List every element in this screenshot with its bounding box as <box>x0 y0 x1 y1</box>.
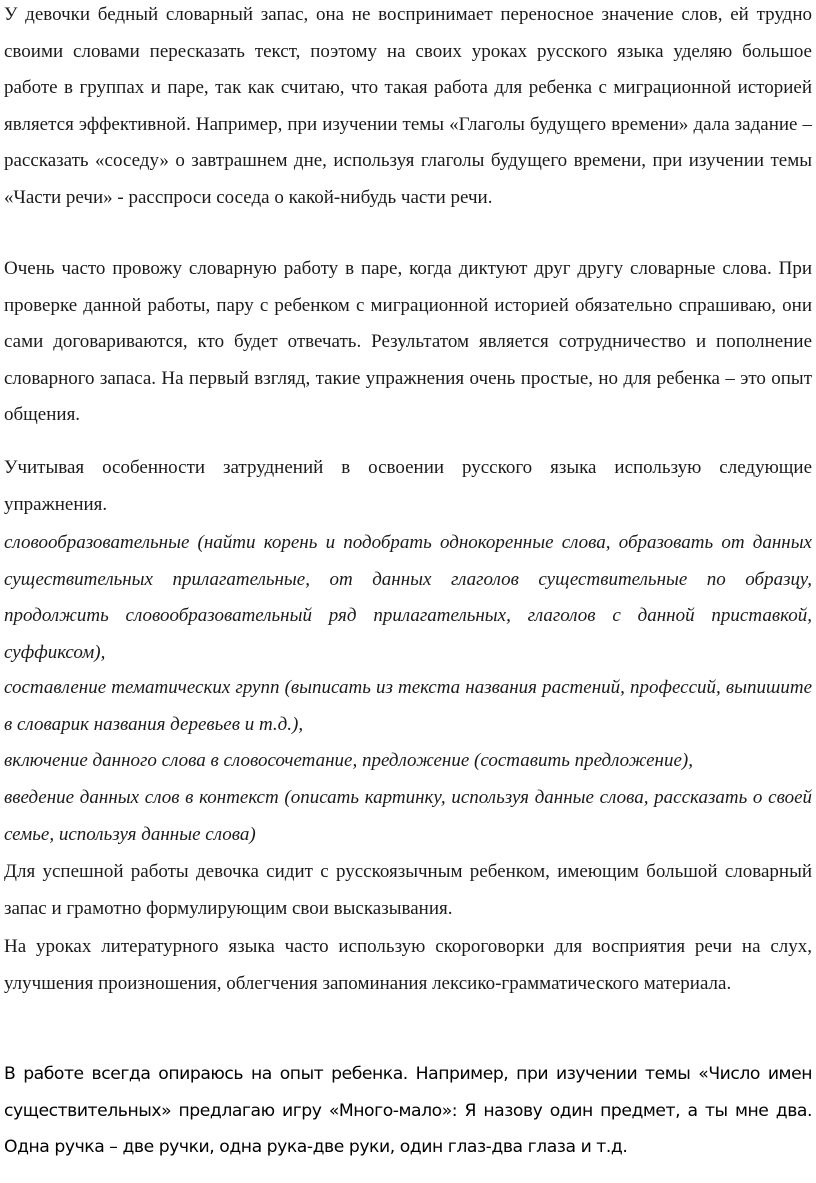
exercise-context: введение данных слов в контекст (описать картинку, используя данные слова, рассказать о своей семье, используя данные слова) <box>4 787 812 845</box>
paragraph-tongue-twisters: На уроках литературного языка часто использую скороговорки для восприятия речи на слух, улучшения произношения, облегчения запоминания лексико-грамматического материала. <box>4 936 812 994</box>
paragraph-seating: Для успешной работы девочка сидит с русскоязычным ребенком, имеющим большой словарный запас и грамотно формулирующим свои высказывания. <box>4 861 812 919</box>
paragraph-vocabulary-intro: У девочки бедный словарный запас, она не воспринимает переносное значение слов, ей трудно своими словами пересказать текст, поэтому на своих уроках русского языка уделяю большое работе в группах и паре, так как считаю, что такая работа для ребенка с миграционной историей является эффективной. Например, при изучении темы «Глаголы будущего времени» дала задание – рассказать «соседу» о завтрашнем дне, используя глаголы будущего времени, при изучении темы «Части речи» - расспроси соседа о какой-нибудь части речи. <box>4 4 812 208</box>
exercise-thematic-groups: составление тематических групп (выписать из текста названия растений, профессий, выпишите в словарик названия деревьев и т.д.), <box>4 677 812 735</box>
paragraph-game-example: В работе всегда опираюсь на опыт ребенка. Например, при изучении темы «Число имен существительных» предлагаю игру «Много-мало»: Я назову один предмет, а ты мне два. Одна ручка – две ручки, одна рука-две руки, один глаз-два глаза и т.д. <box>4 1064 812 1158</box>
paragraph-pair-work: Очень часто провожу словарную работу в паре, когда диктуют друг другу словарные слова. При проверке данной работы, пару с ребенком с миграционной историей обязательно спрашиваю, они сами договариваются, кто будет отвечать. Результатом является сотрудничество и пополнение словарного запаса. На первый взгляд, такие упражнения очень простые, но для ребенка – это опыт общения. <box>4 258 812 426</box>
exercise-phrase-inclusion: включение данного слова в словосочетание, предложение (составить предложение), <box>4 750 693 771</box>
exercise-word-formation: словообразовательные (найти корень и подобрать однокоренные слова, образовать от данных существительных прилагательные, от данных глаголов существительные по образцу, продолжить словообразовательный ряд прилагательных, глаголов с данной приставкой, суффиксом), <box>4 532 812 663</box>
paragraph-exercises-intro: Учитывая особенности затруднений в освоении русского языка использую следующие упражнения. <box>4 457 812 515</box>
